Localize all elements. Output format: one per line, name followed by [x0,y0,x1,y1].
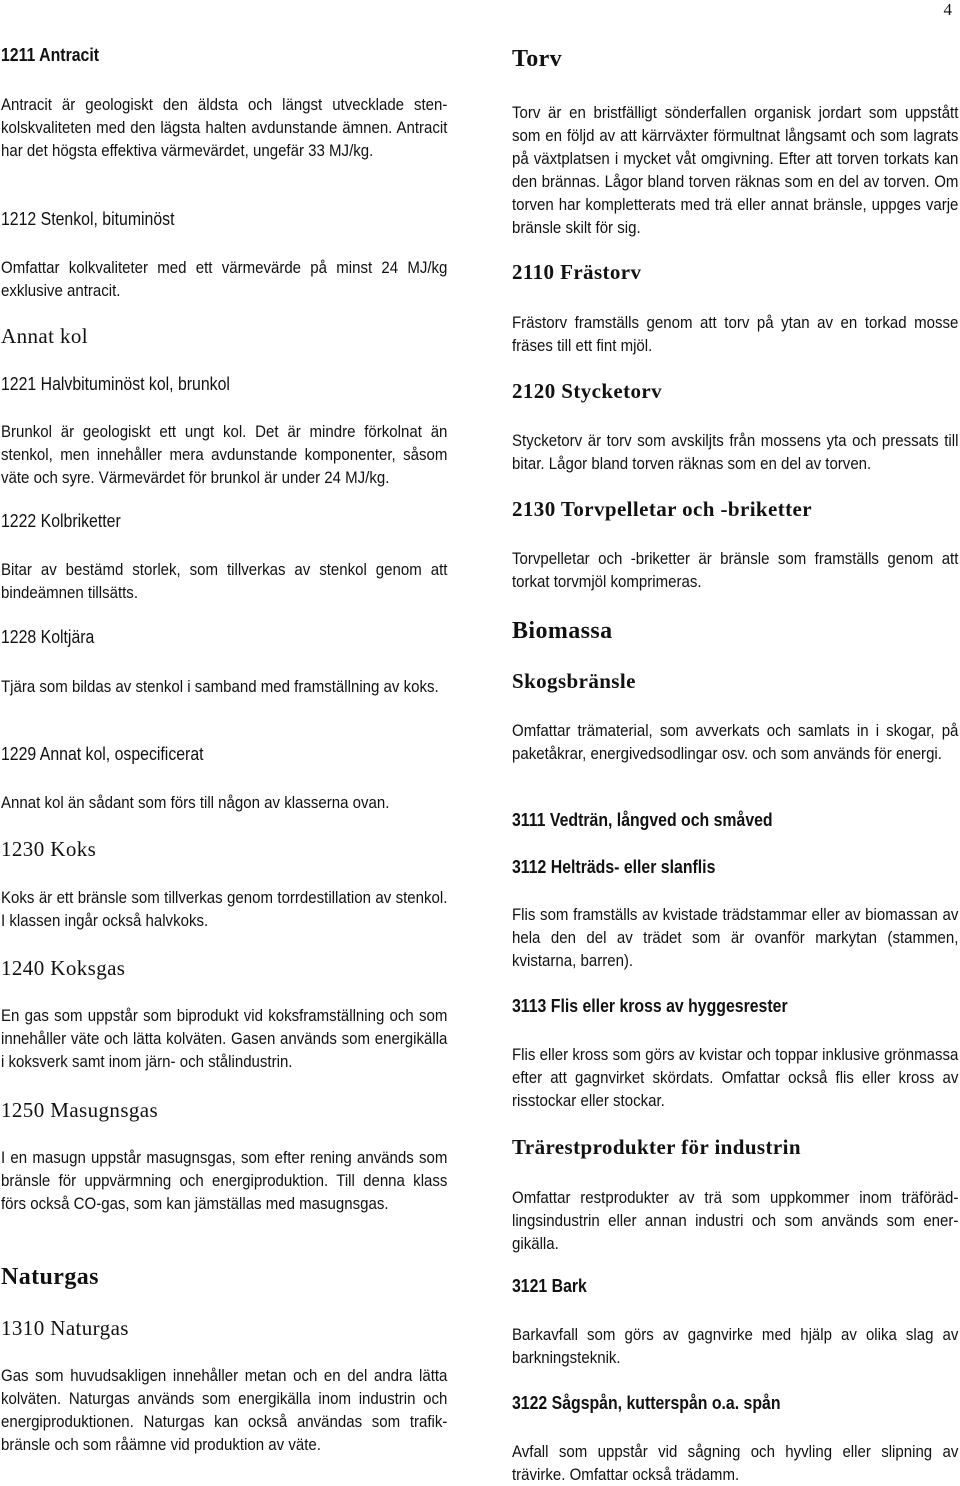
section-heading-right-9: Skogsbränsle [512,669,636,693]
section-heading-left-5: 1221 Halvbituminöst kol, brunkol [1,374,230,394]
section-heading-left-7: 1222 Kolbriketter [1,511,121,531]
page-number: 4 [943,0,952,19]
section-heading-right-11: 3111 Vedträn, långved och småved [512,810,773,830]
paragraph-left-21: Gas som huvudsakligen innehåller metan och en del andra lätta kolväten. Naturgas används som energikälla inom industrin och energiproduktionen. Naturgas kan också användas som trafikbränsle och som råämne vid produktion av väte. [1,1366,448,1454]
paragraph-right-15: Flis eller kross som görs av kvistar och toppar inklusive grönmassa efter att gagnvirket skördats. Omfattar också flis eller kross av risstockar eller stockar. [512,1045,959,1110]
section-heading-left-11: 1229 Annat kol, ospecificerat [1,744,204,764]
section-heading-right-14: 3113 Flis eller kross av hyggesrester [512,996,788,1016]
paragraph-left-3: Omfattar kolkvaliteter med ett värmevärde på minst 24 MJ/kg exklusive antracit. [1,258,448,300]
section-heading-right-8: Biomassa [512,618,613,644]
section-heading-right-2: 2110 Frästorv [512,260,642,284]
paragraph-left-1: Antracit är geologiskt den äldsta och längst utvecklade stenkolskvaliteten med den lägsta halten avdunstande ämnen. Antracit har det högsta effektiva värmevärdet, ungefär 33 MJ/kg. [1,95,448,160]
paragraph-right-1: Torv är en bristfälligt sönderfallen organisk jordart som uppstått som en följd av att kärrväxter förmultnat långsamt och som lagrats på växtplatsen i mycket våt omgivning. Efter att torven torkats kan den brännas. Lågor bland torven räknas som en del av torven. Om torven har kompletterats med trä eller annat bränsle, uppges varje bränsle skilt för sig. [512,103,959,237]
section-heading-right-12: 3112 Helträds- eller slanflis [512,857,716,877]
paragraph-right-7: Torvpelletar och -briketter är bränsle som framställs genom att torkat torvmjöl komprimeras. [512,549,959,591]
paragraph-left-12: Annat kol än sådant som förs till någon av klasserna ovan. [1,793,390,812]
paragraph-right-13: Flis som framställs av kvistade trädstammar eller av biomassan av hela den del av trädet som är ovanför markytan (stammen, kvistarna, barren). [512,905,959,970]
paragraph-right-17: Omfattar restprodukter av trä som uppkommer inom träförädlingsindustrin eller annan industri och som används som energikälla. [512,1188,959,1253]
paragraph-right-19: Barkavfall som görs av gagnvirke med hjälp av olika slag av barkningsteknik. [512,1325,959,1367]
paragraph-left-10: Tjära som bildas av stenkol i samband med framställning av koks. [1,677,439,696]
paragraph-right-10: Omfattar trämaterial, som avverkats och samlats in i skogar, på paketåkrar, energivedsodlingar osv. och som används för energi. [512,721,959,763]
section-heading-left-19: Naturgas [1,1264,99,1290]
section-heading-left-9: 1228 Koltjära [1,627,95,647]
section-heading-right-16: Trärestprodukter för industrin [512,1135,801,1159]
section-heading-left-20: 1310 Naturgas [1,1316,129,1340]
paragraph-left-16: En gas som uppstår som biprodukt vid koksframställning och som innehåller väte och lätta kolväten. Gasen används som energikälla i koksverk samt inom järn- och stålindustrin. [1,1006,448,1071]
section-heading-right-4: 2120 Stycketorv [512,379,663,403]
paragraph-right-3: Frästorv framställs genom att torv på ytan av en torkad mosse fräses till ett fint mjöl. [512,313,959,355]
section-heading-left-4: Annat kol [1,324,89,348]
paragraph-right-5: Stycketorv är torv som avskiljts från mossens yta och pressats till bitar. Lågor bland torven räknas som en del av torven. [512,431,959,473]
paragraph-left-8: Bitar av bestämd storlek, som tillverkas av stenkol genom att bindeämnen tillsätts. [1,560,448,602]
section-heading-left-13: 1230 Koks [1,837,97,861]
paragraph-left-6: Brunkol är geologiskt ett ungt kol. Det är mindre förkolnat än stenkol, men innehåller mera avdunstande komponenter, såsom väte och syre. Värmevärdet för brunkol är under 24 MJ/kg. [1,422,448,487]
section-heading-right-0: Torv [512,46,563,72]
paragraph-right-21: Avfall som uppstår vid sågning och hyvling eller slipning av trävirke. Omfattar också trädamm. [512,1442,959,1484]
section-heading-right-18: 3121 Bark [512,1276,587,1296]
section-heading-left-0: 1211 Antracit [1,45,100,65]
section-heading-left-17: 1250 Masugnsgas [1,1098,159,1122]
paragraph-left-18: I en masugn uppstår masugnsgas, som efter rening används som bränsle för uppvärmning och energiproduktion. Till denna klass förs också CO-gas, som kan jämställas med masugnsgas. [1,1148,448,1213]
paragraph-left-14: Koks är ett bränsle som tillverkas genom torrdestillation av stenkol. I klassen ingår också halvkoks. [1,888,448,930]
section-heading-right-6: 2130 Torvpelletar och -briketter [512,497,812,521]
section-heading-left-2: 1212 Stenkol, bituminöst [1,209,175,229]
section-heading-right-20: 3122 Sågspån, kutterspån o.a. spån [512,1393,781,1413]
section-heading-left-15: 1240 Koksgas [1,956,126,980]
